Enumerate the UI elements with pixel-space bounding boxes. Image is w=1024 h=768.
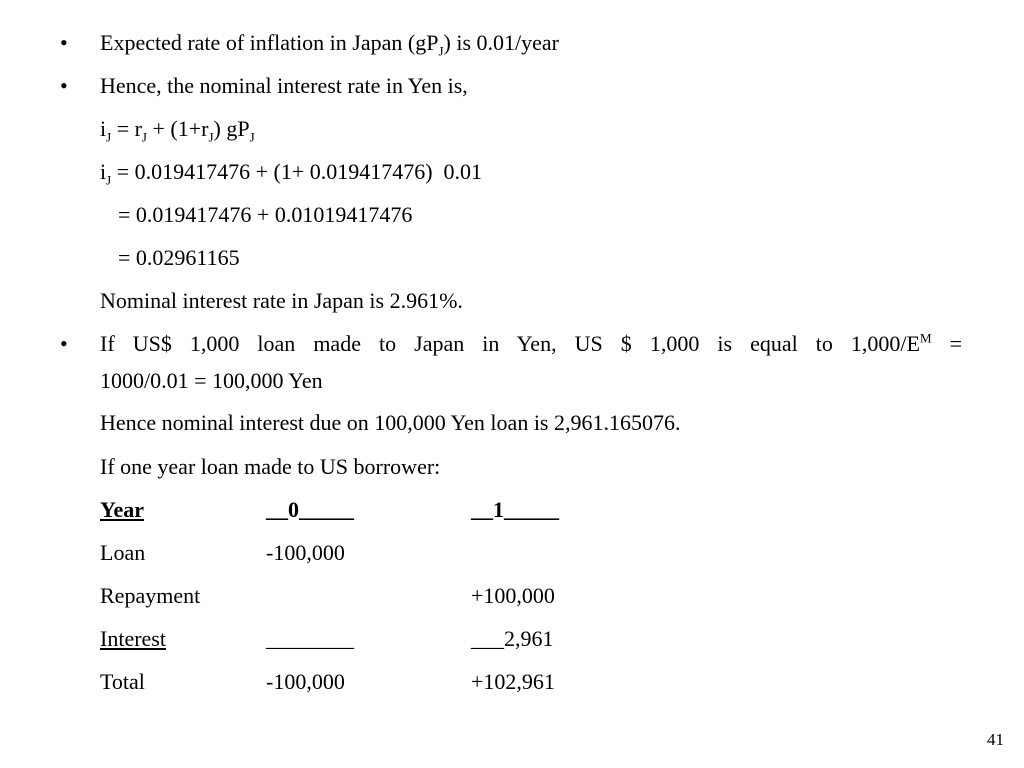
table-header-1: __1_____ <box>471 497 559 522</box>
f2-a: i <box>100 159 107 184</box>
f1-s3: J <box>208 129 214 145</box>
us-loan-line-2: 1000/0.01 = 100,000 Yen <box>100 368 323 393</box>
us-loan-text-b: = <box>931 331 962 356</box>
inflation-sub: J <box>438 43 444 59</box>
table-row-total-label: Total <box>100 669 145 694</box>
bullet-2: • <box>60 73 68 98</box>
f1-c: + (1+r <box>146 116 209 141</box>
hence-line: Hence, the nominal interest rate in Yen is, <box>100 73 468 98</box>
interest-due-line: Hence nominal interest due on 100,000 Yen loan is 2,961.165076. <box>100 410 681 435</box>
table-header-0: __0_____ <box>266 497 354 522</box>
inflation-text-b: ) is 0.01/year <box>443 30 559 55</box>
table-row-total-c1: +102,961 <box>471 669 555 694</box>
inflation-text-a: Expected rate of inflation in Japan (gP <box>100 30 439 55</box>
table-row-repayment-label: Repayment <box>100 583 201 608</box>
bullet-1: • <box>60 30 68 55</box>
f1-d: ) gP <box>213 116 250 141</box>
formula-3: = 0.019417476 + 0.01019417476 <box>118 202 413 227</box>
f1-s2: J <box>141 129 147 145</box>
f1-a: i <box>100 116 107 141</box>
formula-2 <box>100 158 482 186</box>
page-number: 41 <box>987 730 1004 749</box>
us-loan-sup: M <box>919 330 932 346</box>
f2-b: = 0.019417476 + (1+ 0.019417476) 0.01 <box>111 159 483 184</box>
table-row-repayment-c1: +100,000 <box>471 583 555 608</box>
f2-s1: J <box>106 172 112 188</box>
table-row-loan-c0: -100,000 <box>266 540 345 565</box>
formula-4: = 0.02961165 <box>118 245 240 270</box>
formula-1 <box>100 115 255 143</box>
bullet-3: • <box>60 331 68 356</box>
table-row-interest-c1: ___2,961 <box>471 626 554 651</box>
table-row-loan-label: Loan <box>100 540 146 565</box>
f1-s4: J <box>249 129 255 145</box>
table-row-interest-c0: ________ <box>266 626 354 651</box>
inflation-line <box>100 29 559 57</box>
one-year-line: If one year loan made to US borrower: <box>100 454 441 479</box>
f1-s1: J <box>106 129 112 145</box>
us-loan-text-a: If US$ 1,000 loan made to Japan in Yen, US $ 1,000 is equal to 1,000/E <box>100 331 920 356</box>
us-loan-line <box>100 330 962 358</box>
table-row-total-c0: -100,000 <box>266 669 345 694</box>
table-row-interest-label: Interest <box>100 626 166 651</box>
table-header-year: Year <box>100 497 144 522</box>
nominal-rate-line: Nominal interest rate in Japan is 2.961%. <box>100 288 463 313</box>
f1-b: = r <box>111 116 142 141</box>
